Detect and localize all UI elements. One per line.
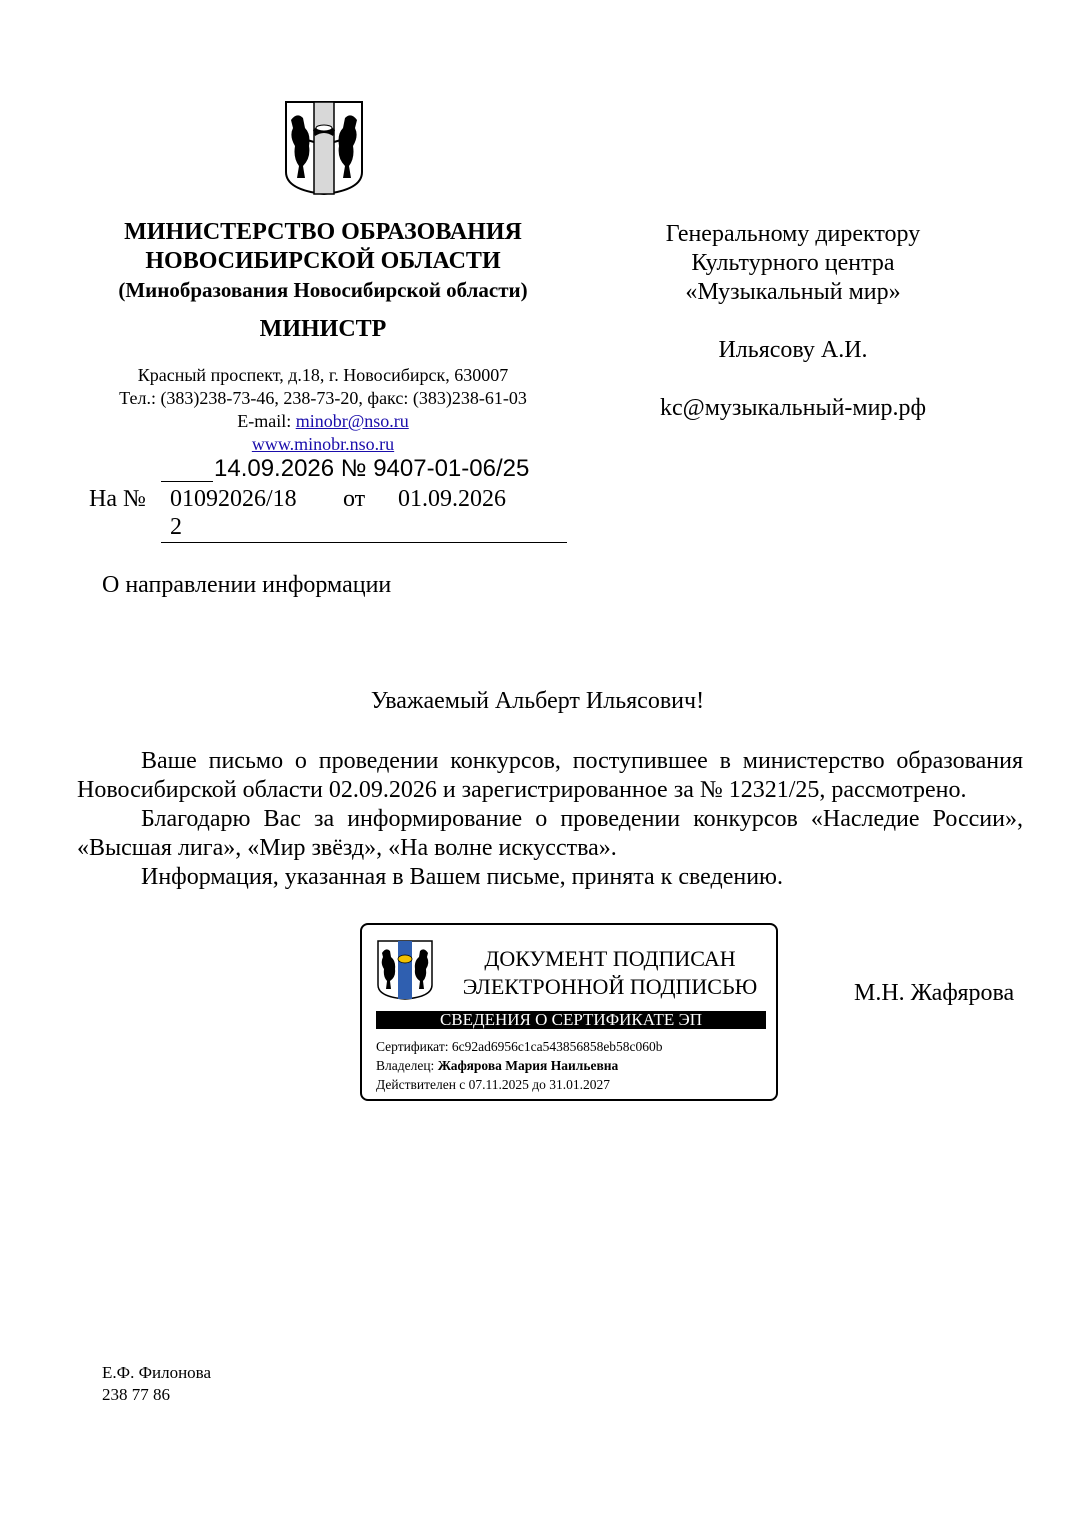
greeting: Уважаемый Альберт Ильясович! <box>370 688 705 714</box>
organization-name <box>60 218 586 276</box>
executor-block <box>102 1362 211 1406</box>
registration-underline-left <box>161 481 213 482</box>
letter-body <box>77 747 1023 892</box>
coat-of-arms-emblem <box>283 100 365 196</box>
registration-date-number: 14.09.2026 № 9407-01-06/25 <box>214 455 530 482</box>
executor-phone: 238 77 86 <box>102 1385 170 1404</box>
signatory-position: МИНИСТР <box>259 316 387 342</box>
certificate-line <box>376 1037 663 1056</box>
reference-underline <box>161 542 567 543</box>
executor-name: Е.Ф. Филонова <box>102 1363 212 1382</box>
coat-of-arms-emblem <box>376 939 434 1001</box>
stamp-title-line2: ЭЛЕКТРОННОЙ ПОДПИСЬЮ <box>462 974 758 999</box>
phones: Тел.: (383)238-73-46, 238-73-20, факс: (383)238-61-03 <box>119 388 527 408</box>
organization-short-name: (Минобразования Новосибирской области) <box>118 278 528 302</box>
organization-name-line1: МИНИСТЕРСТВО ОБРАЗОВАНИЯ <box>124 219 522 245</box>
owner-line <box>376 1056 663 1075</box>
reference-number-line1: 01092026/18 <box>170 486 297 512</box>
stamp-title <box>450 945 770 1001</box>
owner-name: Жафярова Мария Наильевна <box>437 1058 619 1073</box>
letter-subject: О направлении информации <box>102 572 392 598</box>
reference-date: 01.09.2026 <box>398 486 506 512</box>
recipient-name: Ильясову А.И. <box>718 337 868 363</box>
certificate-info-header: СВЕДЕНИЯ О СЕРТИФИКАТЕ ЭП <box>376 1011 766 1029</box>
reference-from-label: от <box>343 486 366 512</box>
electronic-signature-stamp <box>360 923 778 1101</box>
reference-label: На № <box>89 486 146 512</box>
body-paragraph-1: Ваше письмо о проведении конкурсов, поступившее в министерство образования Новосибирской области 02.09.2026 и зарегистрированное за № 12321/25, рассмотрено. <box>77 748 1023 803</box>
organization-name-line2: НОВОСИБИРСКОЙ ОБЛАСТИ <box>145 248 501 274</box>
website-line <box>60 433 586 456</box>
recipient-line3: «Музыкальный мир» <box>685 279 901 305</box>
recipient-line1: Генеральному директору <box>665 221 921 247</box>
body-paragraph-2: Благодарю Вас за информирование о проведении конкурсов «Наследие России», «Высшая лига», «Мир звёзд», «На волне искусства». <box>77 806 1023 861</box>
email-link[interactable]: minobr@nso.ru <box>295 411 409 431</box>
owner-label: Владелец: <box>376 1058 438 1073</box>
signer-name: М.Н. Жафярова <box>854 980 1015 1006</box>
certificate-details <box>376 1037 663 1094</box>
organization-contacts <box>60 364 586 456</box>
recipient-line2: Культурного центра <box>691 250 895 276</box>
website-link[interactable]: www.minobr.nso.ru <box>251 434 395 454</box>
certificate-number: 6c92ad6956c1ca543856858eb58c060b <box>451 1039 663 1054</box>
email-line <box>60 410 586 433</box>
address: Красный проспект, д.18, г. Новосибирск, 630007 <box>137 365 509 385</box>
recipient-email: kc@музыкальный-мир.рф <box>659 395 926 421</box>
body-paragraph-3: Информация, указанная в Вашем письме, принята к сведению. <box>141 864 783 890</box>
certificate-label: Сертификат: <box>376 1039 452 1054</box>
reference-number-line2: 2 <box>170 514 182 540</box>
email-label: E-mail: <box>237 411 296 431</box>
recipient-block <box>610 220 976 307</box>
stamp-title-line1: ДОКУМЕНТ ПОДПИСАН <box>484 946 736 971</box>
validity-line: Действителен с 07.11.2025 до 31.01.2027 <box>376 1077 611 1092</box>
